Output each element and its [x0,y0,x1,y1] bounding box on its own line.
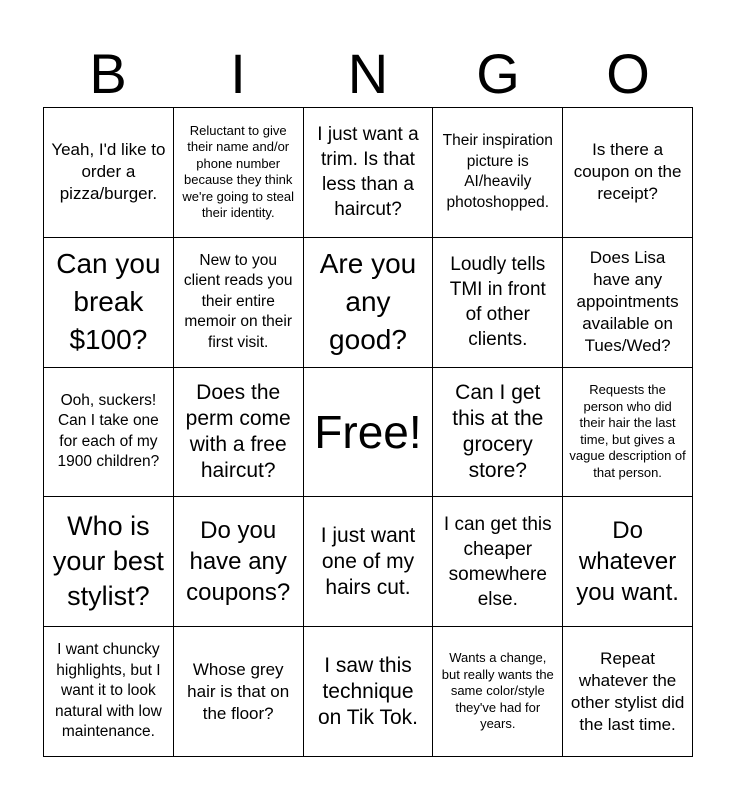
bingo-square[interactable]: Is there a coupon on the receipt? [563,108,693,238]
bingo-square[interactable]: New to you client reads you their entire memoir on their first visit. [174,238,304,368]
bingo-square[interactable]: Can I get this at the grocery store? [433,368,563,498]
bingo-square[interactable]: Can you break $100? [44,238,174,368]
free-space[interactable]: Free! [304,368,434,498]
header-letter-i: I [230,42,246,105]
bingo-square[interactable]: Are you any good? [304,238,434,368]
bingo-square[interactable]: Their inspiration picture is AI/heavily photoshopped. [433,108,563,238]
bingo-square[interactable]: Does Lisa have any appointments available on Tues/Wed? [563,238,693,368]
bingo-square[interactable]: I can get this cheaper somewhere else. [433,497,563,627]
bingo-square[interactable]: I want chuncky highlights, but I want it to look natural with low maintenance. [44,627,174,757]
bingo-header [43,42,693,106]
bingo-square[interactable]: Do you have any coupons? [174,497,304,627]
bingo-square[interactable]: Loudly tells TMI in front of other clients. [433,238,563,368]
header-letter-b: B [89,42,127,105]
bingo-square[interactable]: Yeah, I'd like to order a pizza/burger. [44,108,174,238]
bingo-square[interactable]: Who is your best stylist? [44,497,174,627]
bingo-square[interactable]: Ooh, suckers! Can I take one for each of my 1900 children? [44,368,174,498]
bingo-square[interactable]: Does the perm come with a free haircut? [174,368,304,498]
header-letter-g: G [476,42,520,105]
header-letter-n: N [347,42,389,105]
bingo-square[interactable]: Reluctant to give their name and/or phone number because they think we're going to steal their identity. [174,108,304,238]
bingo-square[interactable]: Requests the person who did their hair the last time, but gives a vague description of that person. [563,368,693,498]
bingo-square[interactable]: Repeat whatever the other stylist did the last time. [563,627,693,757]
bingo-square[interactable]: I saw this technique on Tik Tok. [304,627,434,757]
bingo-square[interactable]: I just want a trim. Is that less than a haircut? [304,108,434,238]
bingo-card-grid [43,107,693,757]
header-letter-o: O [606,42,650,105]
bingo-square[interactable]: I just want one of my hairs cut. [304,497,434,627]
bingo-square[interactable]: Wants a change, but really wants the same color/style they've had for years. [433,627,563,757]
bingo-square[interactable]: Do whatever you want. [563,497,693,627]
bingo-square[interactable]: Whose grey hair is that on the floor? [174,627,304,757]
